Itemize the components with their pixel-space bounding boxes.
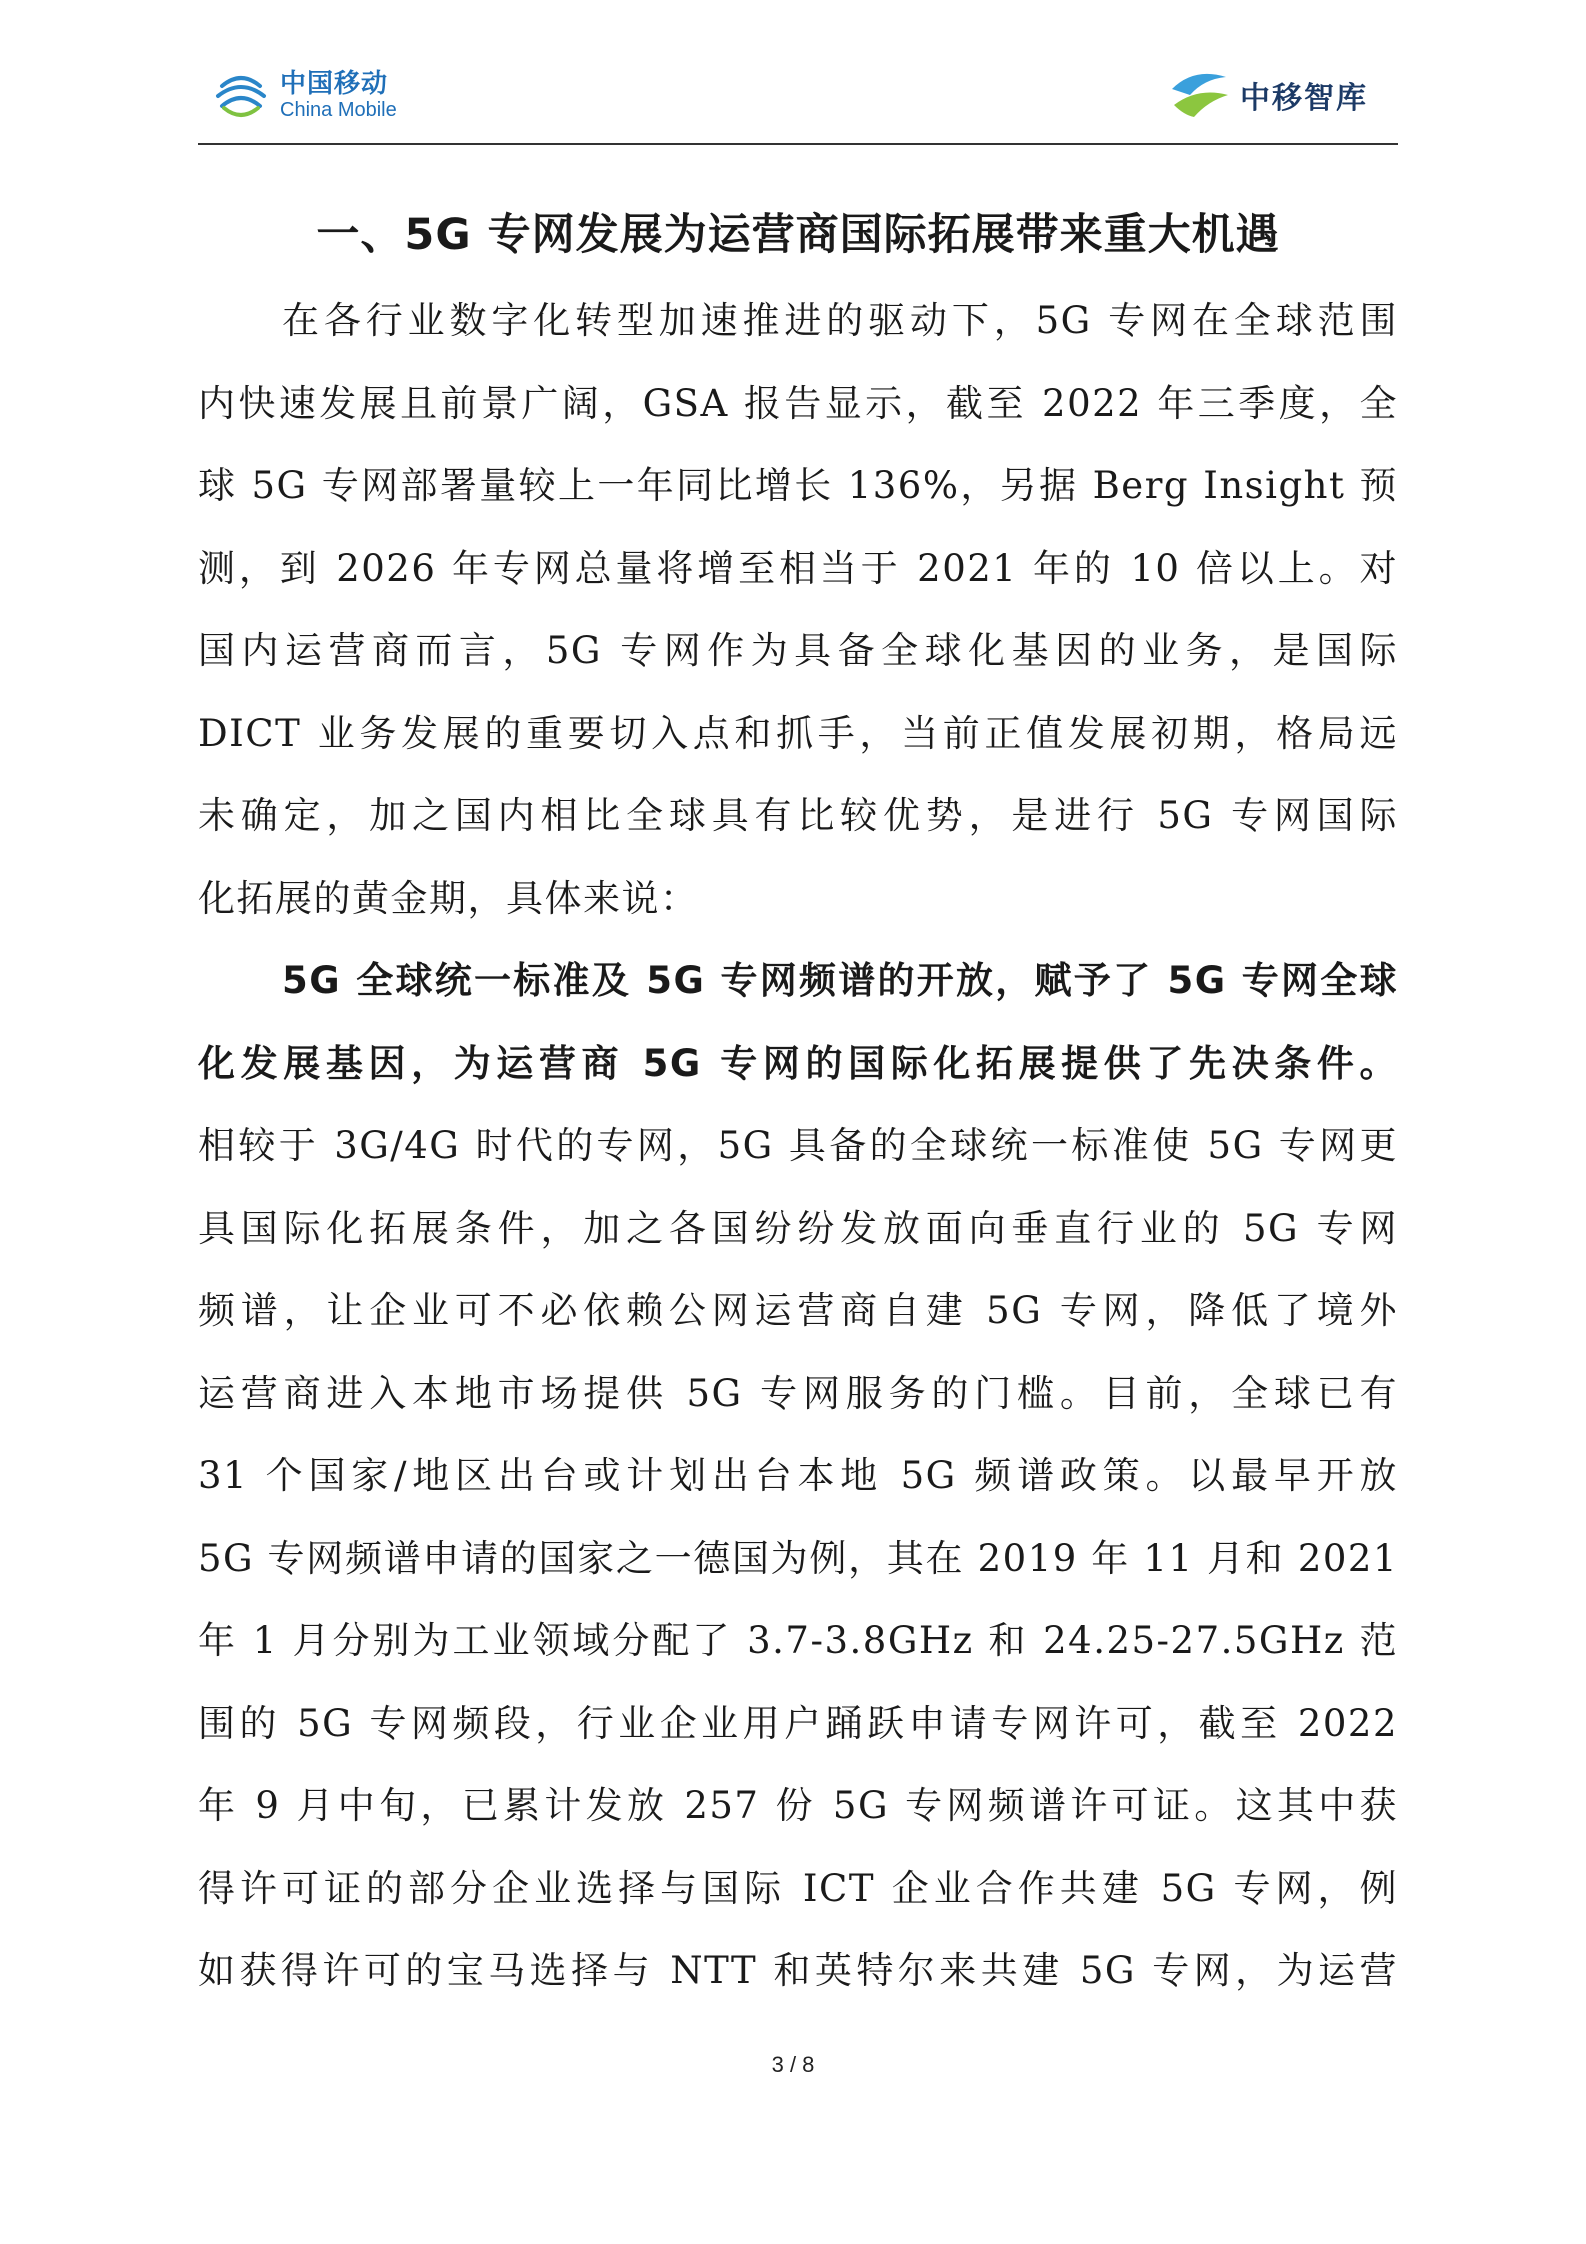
document-body: [198, 190, 1398, 2013]
think-tank-logo-icon: [1164, 65, 1234, 125]
bold-line: 化发展基因，为运营商 5G 专网的国际化拓展提供了先决条件。: [198, 1041, 1398, 1085]
text-line: 频谱，让企业可不必依赖公网运营商自建 5G 专网，降低了境外: [198, 1289, 1398, 1332]
think-tank-logo-cn: 中移智库: [1240, 81, 1368, 116]
china-mobile-logo: [210, 60, 397, 130]
paragraph-2: [198, 1105, 1398, 2013]
text-line: 在各行业数字化转型加速推进的驱动下，5G 专网在全球范围: [282, 299, 1398, 342]
china-mobile-logo-cn: 中国移动: [280, 69, 389, 99]
text-line: 未确定，加之国内相比全球具有比较优势，是进行 5G 专网国际: [198, 794, 1398, 837]
header-divider: [198, 143, 1398, 145]
paragraph-1: [198, 280, 1398, 940]
text-line: 得许可证的部分企业选择与国际 ICT 企业合作共建 5G 专网，例: [198, 1866, 1398, 1910]
text-line: 5G 专网频谱申请的国家之一德国为例，其在 2019 年 11 月和 2021: [198, 1536, 1398, 1580]
text-line: 如获得许可的宝马选择与 NTT 和英特尔来共建 5G 专网，为运营: [198, 1949, 1398, 1992]
page-header: [198, 50, 1398, 145]
text-line: 相较于 3G/4G 时代的专网，5G 具备的全球统一标准使 5G 专网更: [198, 1124, 1398, 1167]
text-line: 运营商进入本地市场提供 5G 专网服务的门槛。目前，全球已有: [198, 1371, 1398, 1415]
text-line: 年 1 月分别为工业领域分配了 3.7-3.8GHz 和 24.25-27.5GHz 范: [198, 1619, 1398, 1662]
think-tank-logo: [1164, 60, 1368, 130]
china-mobile-logo-icon: [210, 64, 272, 126]
text-line: 围的 5G 专网频段，行业企业用户踊跃申请专网许可，截至 2022: [198, 1701, 1398, 1745]
page-number: 3 / 8: [771, 2052, 815, 2077]
text-line: 年 9 月中旬，已累计发放 257 份 5G 专网频谱许可证。这其中获: [198, 1784, 1398, 1827]
text-line: 化拓展的黄金期，具体来说：: [198, 876, 699, 920]
text-line: 国内运营商而言，5G 专网作为具备全球化基因的业务，是国际: [198, 629, 1398, 672]
bold-line: 5G 全球统一标准及 5G 专网频谱的开放，赋予了 5G 专网全球: [282, 959, 1398, 1002]
text-line: 31 个国家/地区出台或计划出台本地 5G 频谱政策。以最早开放: [198, 1454, 1398, 1497]
text-line: 测，到 2026 年专网总量将增至相当于 2021 年的 10 倍以上。对: [198, 546, 1398, 590]
section-title: 一、5G 专网发展为运营商国际拓展带来重大机遇: [316, 210, 1280, 260]
text-line: 内快速发展且前景广阔，GSA 报告显示，截至 2022 年三季度，全: [198, 381, 1398, 425]
text-line: 球 5G 专网部署量较上一年同比增长 136%，另据 Berg Insight 预: [198, 464, 1398, 507]
text-line: 具国际化拓展条件，加之各国纷纷发放面向垂直行业的 5G 专网: [198, 1206, 1398, 1250]
bold-statement: [198, 940, 1398, 1105]
china-mobile-logo-en: China Mobile: [280, 99, 397, 121]
text-line: DICT 业务发展的重要切入点和抓手，当前正值发展初期，格局远: [198, 711, 1398, 755]
